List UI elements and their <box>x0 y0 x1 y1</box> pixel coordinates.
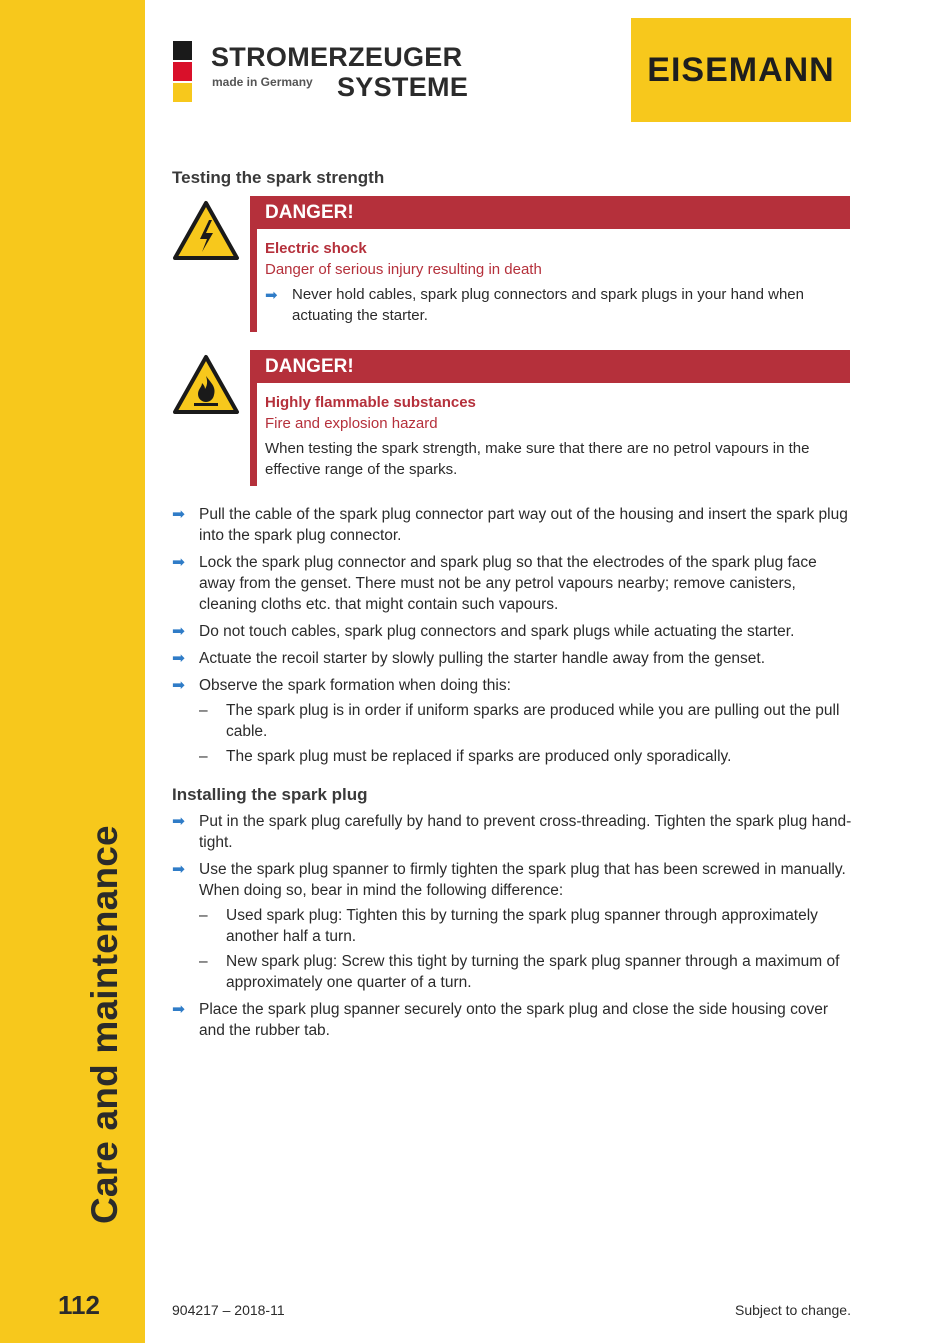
steps-list <box>172 811 852 1041</box>
sub-item: – Used spark plug: Tighten this by turning the spark plug spanner through approximately another half a turn. <box>199 907 818 945</box>
danger-box <box>250 196 850 332</box>
danger-label: DANGER! <box>257 350 850 383</box>
sub-item: – New spark plug: Screw this tight by turning the spark plug spanner through a maximum of approximately one quarter of a turn. <box>199 953 840 991</box>
brand-subtitle: made in Germany <box>212 75 313 89</box>
section-title: Care and maintenance <box>84 825 125 1224</box>
list-item: ➡ Observe the spark formation when doing this: – The spark plug is in order if uniform sparks are produced while you are pulling out the pull cable. – The spark plug must be replaced if sparks are produced only sporadically. <box>172 675 852 767</box>
german-flag-logo <box>173 41 192 104</box>
danger-label: DANGER! <box>257 196 850 229</box>
danger-instruction: Never hold cables, spark plug connectors and spark plugs in your hand when actuating the starter. <box>292 286 804 324</box>
arrow-icon: ➡ <box>172 1001 185 1018</box>
page-number: 112 <box>58 1290 100 1320</box>
danger-box <box>250 350 850 486</box>
steps-list <box>172 504 852 767</box>
sidebar <box>0 0 145 1343</box>
danger-notice-electric <box>172 196 852 332</box>
eisemann-logo <box>631 18 851 122</box>
list-item: ➡ Put in the spark plug carefully by hand to prevent cross-threading. Tighten the spark plug hand-tight. <box>172 813 852 851</box>
danger-subtitle: Danger of serious injury resulting in death <box>265 261 542 278</box>
sub-item: – The spark plug is in order if uniform sparks are produced while you are pulling out the pull cable. <box>199 702 840 740</box>
flammable-warning-icon <box>172 354 240 416</box>
arrow-icon: ➡ <box>172 677 185 694</box>
danger-title: Highly flammable substances <box>265 394 476 411</box>
danger-title: Electric shock <box>265 240 367 257</box>
logo-text: EISEMANN <box>647 50 835 89</box>
danger-notice-flammable <box>172 350 852 486</box>
brand-line2: SYSTEME <box>337 72 469 102</box>
arrow-icon: ➡ <box>172 650 185 667</box>
arrow-icon: ➡ <box>172 813 185 830</box>
brand-line1: STROMERZEUGER <box>211 42 463 72</box>
arrow-icon: ➡ <box>172 554 185 571</box>
main-content <box>172 168 852 1047</box>
list-item: ➡ Lock the spark plug connector and spark plug so that the electrodes of the spark plug face away from the genset. There must not be any petrol vapours nearby; remove canisters, cleaning cloths etc. that might contain such vapours. <box>172 554 817 613</box>
arrow-icon: ➡ <box>172 861 185 878</box>
section-heading: Testing the spark strength <box>172 168 385 187</box>
list-item: ➡ Pull the cable of the spark plug connector part way out of the housing and insert the spark plug into the spark plug connector. <box>172 506 848 544</box>
list-item: ➡ Do not touch cables, spark plug connectors and spark plugs while actuating the starter. <box>172 623 795 640</box>
footer-note: Subject to change. <box>735 1302 851 1318</box>
section-heading: Installing the spark plug <box>172 785 368 804</box>
dash-bullet: – <box>199 702 208 719</box>
arrow-icon: ➡ <box>172 506 185 523</box>
danger-text: When testing the spark strength, make sure that there are no petrol vapours in the effective range of the sparks. <box>265 440 810 478</box>
dash-bullet: – <box>199 907 208 924</box>
arrow-icon: ➡ <box>265 287 278 304</box>
sub-item: – The spark plug must be replaced if sparks are produced only sporadically. <box>199 748 732 765</box>
list-item: ➡ Actuate the recoil starter by slowly pulling the starter handle away from the genset. <box>172 650 766 667</box>
electric-shock-warning-icon <box>172 200 240 262</box>
list-item: ➡ Place the spark plug spanner securely onto the spark plug and close the side housing cover and the rubber tab. <box>172 1001 828 1039</box>
dash-bullet: – <box>199 953 208 970</box>
dash-bullet: – <box>199 748 208 765</box>
list-item: ➡ Use the spark plug spanner to firmly tighten the spark plug that has been screwed in manually. When doing so, bear in mind the following difference: – Used spark plug: Tighten this by turning the spark plug spanner through approximately another half a turn. – New spark plug: Screw this tight by turning the spark plug spanner through a maximum of approximately one quarter of a turn. <box>172 859 852 993</box>
arrow-icon: ➡ <box>172 623 185 640</box>
document-code: 904217 – 2018-11 <box>172 1302 285 1318</box>
danger-subtitle: Fire and explosion hazard <box>265 415 438 432</box>
